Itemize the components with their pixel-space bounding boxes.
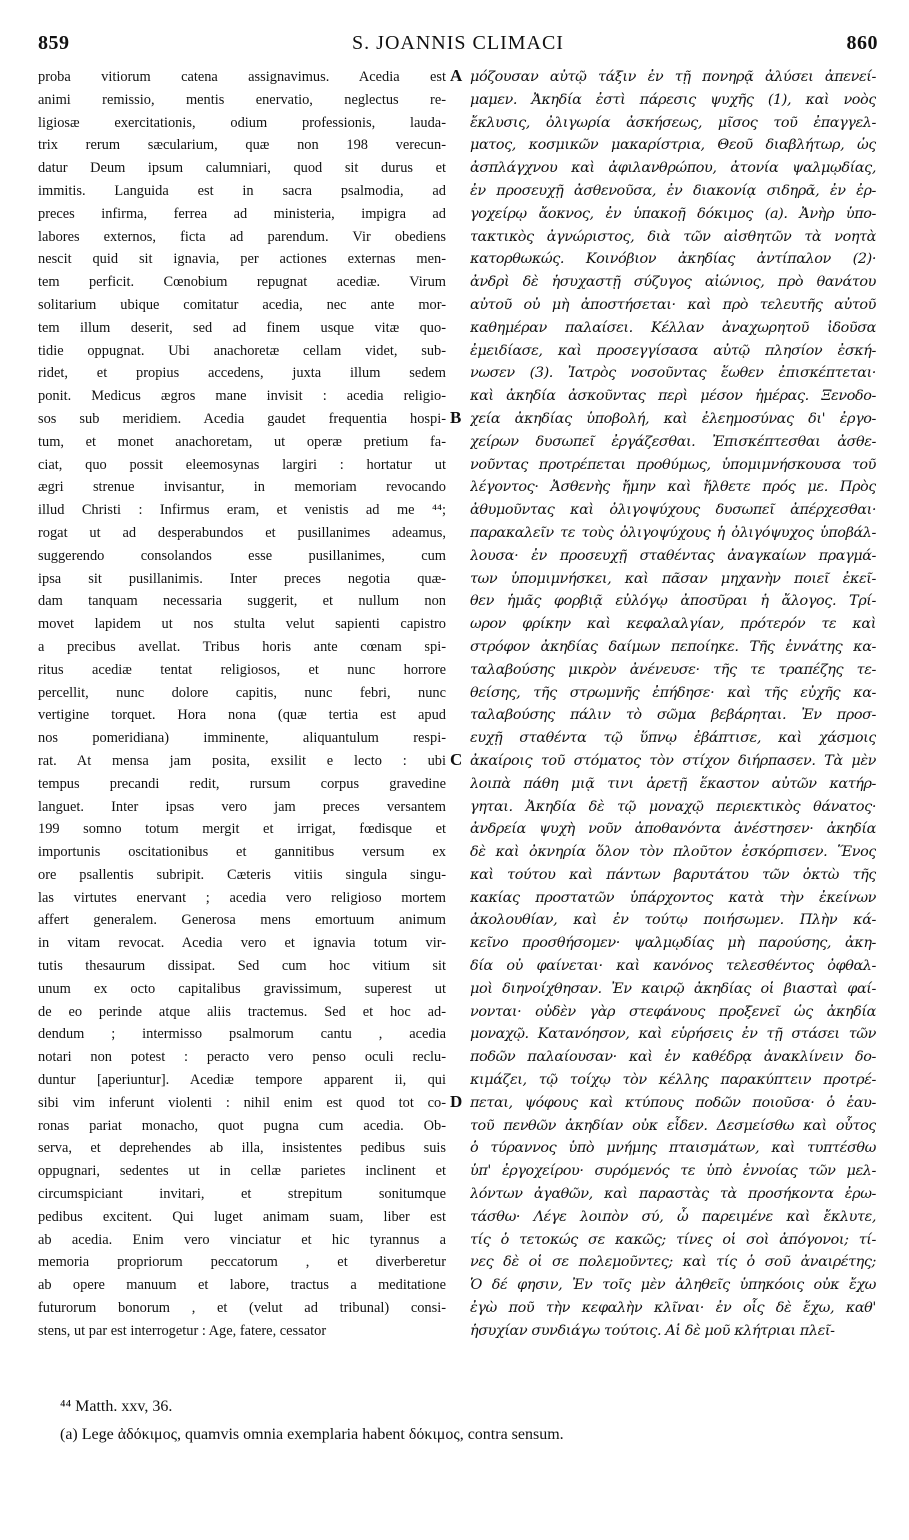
greek-text-line: ταλαβούσης πάλιν τὸ σῶμα βεβάρηται. Ἐν προσ- — [470, 707, 876, 724]
latin-text-line: pedibus excitent. Qui luget animam suam, liber est — [38, 1208, 446, 1225]
latin-text-line: unum ex octo capitalibus gravissimum, superest ut — [38, 980, 446, 997]
greek-text-line: τακτικὸς ἀγνώριστος, διὰ τῶν αἰσθητῶν τὰ νοητὰ — [470, 228, 876, 245]
latin-text-line: ridet, et propius accedens, juxta illum sedem — [38, 365, 446, 382]
greek-text-line: στρόφον ἀκηδίας δαίμων πεποίηκε. Τῆς ἐννάτης κα- — [470, 638, 876, 655]
latin-text-line: affert generalem. Generosa mens emortuum animum — [38, 912, 446, 929]
latin-text-line: labores externos, ficta ad parendum. Vir obediens — [38, 228, 446, 245]
latin-text-line: dam tanquam necessaria suggerit, et nullum non — [38, 593, 446, 610]
latin-text-line: oppugnari, sedentes ut in cellæ parietes inclinent et — [38, 1163, 446, 1180]
greek-text-line: μοναχῷ. Κατανόησον, καὶ εὑρήσεις ἐν τῇ στάσει τῶν — [470, 1026, 876, 1043]
greek-text-line: λοιπὰ πάθη μιᾷ τινι ἀρετῇ ἕκαστον αὐτῶν κατήρ- — [470, 775, 876, 792]
greek-text-line: δὲ καὶ ὀκνηρία ὅλον τὸν πλοῦτον ἐσκόρπισεν. Ἕνος — [470, 844, 876, 861]
latin-text-line: rat. At mensa jam posita, exsilit e lecto : ubi — [38, 752, 446, 769]
greek-text-line: νοῦντας προτρέπεται προθύμως, ὑπομιμνήσκουσα τοῦ — [470, 456, 876, 473]
latin-text-line: tum, et monet anachoretam, ut operæ pretium fa- — [38, 433, 446, 450]
greek-text-line: χείρων δυσωπεῖ ἐργάζεσθαι. Ἐπισκέπτεσθαι ἀσθε- — [470, 433, 876, 450]
greek-text-line: γοχείρῳ ἄοκνος, ἐν ὑπακοῇ δόκιμος (a). Ἀνὴρ ὑπο- — [470, 205, 876, 222]
latin-text-line: ciat, quo possit eleemosynas largiri : hortatur ut — [38, 456, 446, 473]
latin-text-line: proba vitiorum catena assignavimus. Acedia est — [38, 69, 446, 85]
latin-text-line: illud Christi : Infirmus eram, et venistis ad me ⁴⁴; — [38, 502, 446, 519]
latin-text-line: ore psallentis subripit. Cæteris vitiis singula singu- — [38, 866, 446, 883]
latin-text-line: ponit. Medicus ægros mane invisit : acedia religio- — [38, 388, 446, 405]
right-page-number: 860 — [846, 32, 878, 54]
latin-text-line: datur Deum ipsum calumniari, quod sit durus et — [38, 160, 446, 177]
latin-text-line: movet lapidem ut nos stulta velut sapienti capistro — [38, 616, 446, 633]
latin-text-line: stens, ut par est interrogetur : Age, fatere, cessator — [38, 1322, 327, 1339]
greek-text-line: κατορθωκώς. Κοινόβιον ἀκηδίας ἀντίπαλον (2)· — [470, 251, 876, 268]
latin-text-line: ligiosæ exercitationis, odium professionis, lauda- — [38, 114, 446, 131]
latin-text-line: tutis thesaurum dissipat. Sed cum hoc vitium sit — [38, 958, 446, 975]
greek-text-line: ἐγὼ ποῦ τὴν κεφαλὴν κλῖναι· ἐν οἷς δὲ ἔχω, καθ' — [470, 1300, 876, 1317]
greek-text-line: ἐμειδίασε, καὶ προσεγγίσασα αὐτῷ πλησίον ἐσκή- — [470, 342, 876, 359]
greek-text-line: ματος, κοσμικῶν μακαρίστρια, Θεοῦ διαβλήτωρ, ὡς — [470, 137, 876, 154]
greek-text-line: ἀκαίροις τοῦ στόματος τὸν στίχον διήρπασεν. Τὰ μὲν — [470, 752, 876, 769]
greek-text-line: ἀνδρεία ψυχὴ νοῦν ἀποθανόντα ἀνέστησεν· ἀκηδία — [470, 821, 876, 838]
greek-text-line: λουσα· ἐν προσευχῇ σταθέντας ἀναγκαίων πραγμά- — [470, 547, 876, 564]
greek-text-line: ταλαβούσης μικρὸν ἀνένευσε· τῆς τε τραπέζης τε- — [470, 661, 876, 678]
latin-text-line: ipsa sit pusillanimis. Inter preces negotia quæ- — [38, 570, 446, 587]
running-title: S. JOANNIS CLIMACI — [352, 32, 564, 54]
latin-text-line: a precibus avellat. Tribus horis ante cœnam spi- — [38, 638, 446, 655]
greek-text-line: των ὑπομιμνήσκει, καὶ πᾶσαν μηχανὴν ποιεῖ ἐκεῖ- — [470, 570, 876, 587]
greek-text-line: ὁ τύραννος ὑπὸ μνήμης πταισμάτων, καὶ τυπτέσθω — [470, 1140, 876, 1157]
latin-text-line: duntur [aperiuntur]. Acediæ tempore apparent ii, qui — [38, 1072, 446, 1089]
latin-text-line: serva, et deprehendes ab illa, insistentes pedibus suis — [38, 1140, 446, 1157]
latin-text-line: preces infirma, ferrea ad ministeria, impigra ad — [38, 205, 446, 222]
greek-text-line: αὐτοῦ οὐ μὴ ἀποστήσεται· καὶ πρὸ τελευτῆς αὐτοῦ — [470, 296, 876, 313]
greek-text-line: παρακαλεῖν τε τοὺς ὀλιγοψύχους ἡ ὀλιγόψυχος ὑποβάλ- — [470, 524, 876, 541]
greek-text-line: καὶ τούτου καὶ πάντων βαρυτάτου τῶν ὀκτὼ τῆς — [470, 866, 876, 883]
page-header — [38, 32, 878, 62]
margin-marker-a: A — [450, 66, 463, 85]
greek-text-line: ἀσπλάγχνου καὶ ἀφιλανθρώπου, ἀτονία ψαλμῳδίας, — [470, 160, 876, 177]
greek-text-line: ὑπ' ἐργοχείρου· συρόμενός τε ὑπὸ ἐννοίας τῶν μελ- — [470, 1163, 876, 1180]
greek-text-line: κακίας προστατῶν ὑπάρχοντος κατὰ τὴν ἐκείνων — [470, 889, 876, 906]
latin-text-line: tem illum deserit, sed ad finem usque vitæ quo- — [38, 319, 446, 336]
latin-text-line: sos sub meridiem. Acedia gaudet frequentia hospi- — [38, 410, 446, 427]
footnote-44: ⁴⁴ Matth. xxv, 36. — [60, 1398, 173, 1415]
greek-text-line: μόζουσαν αὐτῷ τάξιν ἐν τῇ πονηρᾷ ἀλύσει ἀπενεί- — [470, 69, 876, 85]
latin-text-line: nescit quid sit ignavia, per actiones externas men- — [38, 251, 446, 268]
latin-text-line: tidie oppugnat. Ubi anachoretæ cellam videt, sub- — [38, 342, 446, 359]
greek-text-line: χεία ἀκηδίας ὑποβολή, καὶ ἐλεημοσύνας δι' ἐργο- — [470, 410, 876, 427]
greek-text-line: ἔκλυσις, ὀλιγωρία ἀσκήσεως, μῖσος τοῦ ἐπαγγελ- — [470, 114, 876, 131]
latin-text-line: vertigine torquet. Hora nona (quæ tertia est apud — [38, 707, 446, 724]
greek-text-line: ποδῶν παλαίουσαν· καὶ ἐν καθέδρᾳ ἀνακλίνειν δο- — [470, 1049, 876, 1066]
latin-text-line: notari non potest : peracto vero penso oculi reclu- — [38, 1049, 446, 1066]
greek-text-line: ἐν προσευχῇ ἀσθενοῦσα, ἐν διακονίᾳ σιδηρᾶ, ἐν ἐρ- — [470, 182, 876, 199]
greek-text-line: νες δὲ οἱ σε πολεμοῦντες; καὶ τίς ὁ σοῦ ἀναιρέτης; — [470, 1254, 876, 1271]
greek-text-line: ἡσυχίαν συνδιάγω τούτοις. Αἱ δὲ μοῦ κλήτριαι πλεῖ- — [470, 1322, 835, 1339]
greek-text-line: ευχῇ σταθέντα τῷ ὕπνῳ ἐβάπτισε, καὶ χάσμοις — [470, 730, 876, 747]
greek-text-line: Ὁ δέ φησιν, Ἐν τοῖς μὲν ἀληθεῖς ὑπηκόοις οὐκ ἔχω — [470, 1277, 876, 1294]
greek-text-line: τοῦ πενθῶν ἀκηδίαν οὐκ εἶδεν. Δεσμείσθω καὶ οὗτος — [470, 1117, 876, 1134]
latin-text-line: percellit, nunc dolore capitis, nunc febri, nunc — [38, 684, 446, 701]
greek-text-line: λέγοντος· Ἀσθενὴς ἤμην καὶ ἤλθετε πρός με. Πρὸς — [470, 479, 876, 496]
latin-text-line: ronas pariat monacho, quot pugna cum acedia. Ob- — [38, 1117, 446, 1134]
latin-text-line: trix rerum sæcularium, quæ non 198 verecun- — [38, 137, 446, 154]
latin-text-line: importunis oscitationibus et gannitibus versum ex — [38, 844, 446, 861]
left-page-number: 859 — [38, 32, 70, 54]
greek-text-line: καθημέραν παλαίσει. Κέλλαν ἀναχωρητοῦ ἰδοῦσα — [470, 319, 876, 336]
margin-marker-d: D — [450, 1092, 463, 1111]
latin-text-line: immitis. Languida est in sacra psalmodia, ad — [38, 182, 446, 199]
greek-text-line: ωρον φρίκην καὶ κεφαλαλγίαν, πρότερόν τε καὶ — [470, 616, 876, 633]
latin-text-line: memoria propriorum peccatorum , et diverberetur — [38, 1254, 446, 1271]
greek-text-line: λόντων ἀγαθῶν, καὶ παραστὰς τὰ προσήκοντα ἐρω- — [470, 1186, 876, 1203]
greek-text-line: δία οὐ φαίνεται· καὶ κανόνος τελεσθέντος ὀφθαλ- — [470, 958, 876, 975]
margin-marker-b: B — [450, 408, 462, 427]
greek-text-line: νωσεν (3). Ἰατρὸς νοσοῦντας ἕωθεν ἐπισκέπτεται· — [470, 365, 876, 382]
greek-text-line: μαμεν. Ἀκηδία ἐστὶ πάρεσις ψυχῆς (1), καὶ νοὸς — [470, 91, 876, 108]
latin-text-line: tem perficit. Cœnobium repugnat acediæ. Virum — [38, 274, 446, 291]
latin-text-line: ægri strenue invisantur, in memoriam revocando — [38, 479, 446, 496]
latin-text-line: solitarium ubique comitatur acedia, nec ante mor- — [38, 296, 446, 313]
latin-text-line: las virtutes enervant ; acedia vero religioso mortem — [38, 889, 446, 906]
margin-marker-c: C — [450, 750, 463, 769]
latin-text-line: sibi vim inferunt violenti : nihil enim est quod tot co- — [38, 1094, 446, 1111]
latin-text-line: nos pomeridiana) imminente, aliquantulum respi- — [38, 730, 446, 747]
greek-text-line: καὶ ἀκηδία ἀσκοῦντας περὶ μέσον ἡμέρας. Ξενοδο- — [470, 388, 876, 405]
latin-text-line: tempus precandi redit, rursum corpus gravedine — [38, 775, 446, 792]
greek-text-line: τίς ὁ τετοκώς σε κακῶς; τίνες οἱ σοὶ ἀπόγονοι; τί- — [470, 1231, 876, 1248]
latin-text-line: futurorum bonorum , et (velut ad tribunal) consi- — [38, 1300, 446, 1317]
latin-text-line: languet. Inter ipsas vero jam preces versantem — [38, 798, 446, 815]
latin-text-line: circumspiciant invitari, et strepitum sonitumque — [38, 1186, 446, 1203]
latin-text-line: 199 somno totum mergit et irrigat, fœdisque et — [38, 821, 446, 838]
latin-text-line: in vitam revocat. Acedia vero et ignavia totum vir- — [38, 935, 446, 952]
greek-text-line: κεῖνο προσθήσομεν· ψαλμῳδίας μὴ παρούσης, ἀκη- — [470, 935, 876, 952]
latin-text-line: dendum ; intermisso psalmorum cantu , acedia — [38, 1026, 446, 1043]
greek-column — [470, 66, 876, 1343]
latin-column — [38, 66, 446, 1343]
greek-text-line: ἀκολουθίαν, καὶ ἐν τούτῳ ποιήσωμεν. Πλὴν κά- — [470, 912, 876, 929]
greek-text-line: θείσης, τῆς στρωμνῆς ἐπήδησε· καὶ τῆς εὐχῆς κα- — [470, 684, 876, 701]
latin-text-line: suggerendo consolandos esse pusillanimes, cum — [38, 547, 446, 564]
latin-text-line: ab opere manuum et labore, tractus a meditatione — [38, 1277, 446, 1294]
greek-text-line: πεται, ψόφους καὶ κτύπους ποδῶν ποιοῦσα· ὁ ἑαυ- — [470, 1094, 876, 1111]
greek-text-line: γηται. Ἀκηδία δὲ τῷ μοναχῷ περιεκτικὸς θάνατος· — [470, 798, 876, 815]
greek-text-line: ἀνδρὶ δὲ ἡσυχαστῇ σύζυγος αἰώνιος, πρὸ θανάτου — [470, 274, 876, 291]
footnotes — [40, 1393, 880, 1449]
greek-text-line: μοὶ διηνοίχθησαν. Ἐν καιρῷ ἀκηδίας οἱ βιασταὶ φαί- — [470, 980, 876, 997]
footnote-a: (a) Lege ἀδόκιμος, quamvis omnia exemplaria habent δόκιμος, contra sensum. — [60, 1426, 564, 1443]
greek-text-line: τάσθω· Λέγε λοιπὸν σύ, ὦ παρειμένε καὶ ἔκλυτε, — [470, 1208, 876, 1225]
latin-text-line: rogat ut ad desperabundos et pusillanimes adeamus, — [38, 524, 446, 541]
latin-text-line: ritus acediæ tentat religiosos, et nunc horrore — [38, 661, 446, 678]
greek-text-line: κιμάζει, τῷ τοίχῳ τὸν κέλλης παρακύπτειν προτρέ- — [470, 1072, 876, 1089]
greek-text-line: ἀθυμοῦντας καὶ ὀλιγοψύχους δυσωπεῖ ἀπέρχεσθαι· — [470, 502, 876, 519]
greek-text-line: νονται· οὐδὲν γὰρ στεφάνους προξενεῖ ὡς ἀκηδία — [470, 1003, 876, 1020]
latin-text-line: ab acedia. Enim vero vinciatur et hic tyrannus a — [38, 1231, 446, 1248]
latin-text-line: animi remissio, mentis enervatio, neglectus re- — [38, 91, 446, 108]
greek-text-line: θεν ἡμᾶς φορβιᾷ εὐλόγῳ ἀποσῦραι ἡ ἄλογος. Τρί- — [470, 593, 876, 610]
latin-text-line: de eo perinde atque aliis tractemus. Sed et hoc ad- — [38, 1003, 446, 1020]
